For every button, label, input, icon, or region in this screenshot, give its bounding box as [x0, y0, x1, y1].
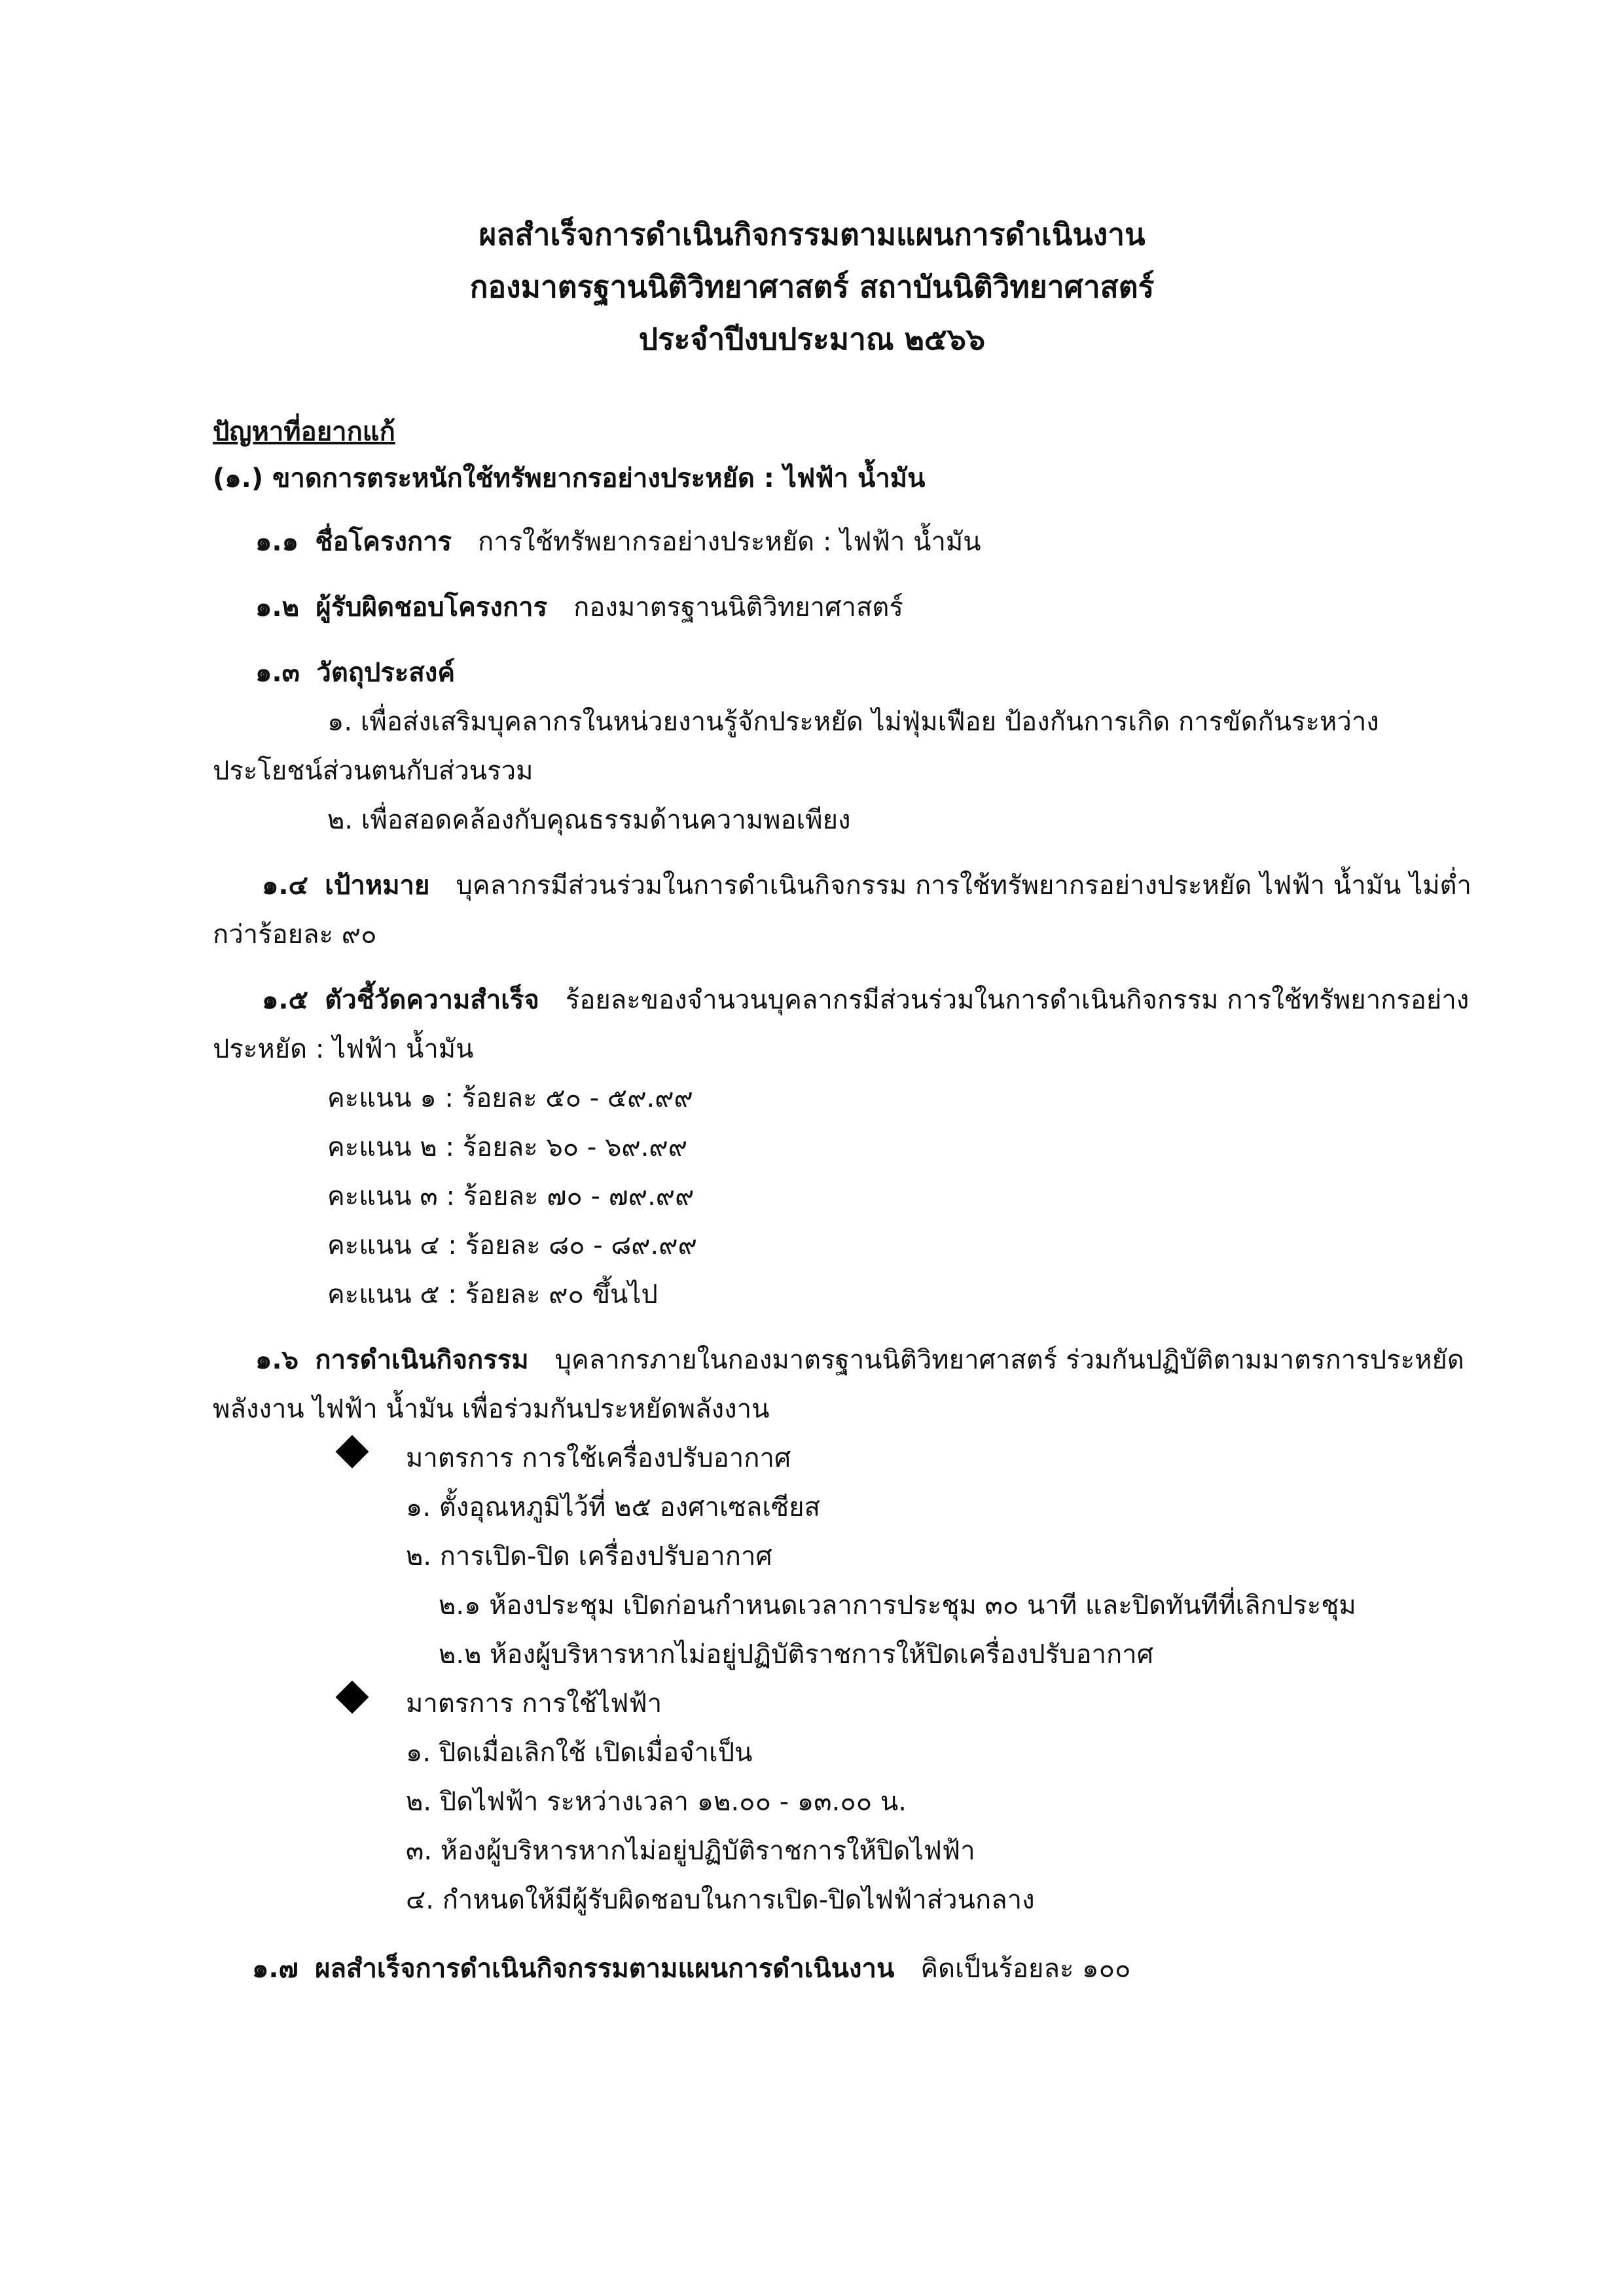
section-value: กองมาตรฐานนิติวิทยาศาสตร์ — [573, 592, 903, 622]
measure-item: ๑. ปิดเมื่อเลิกใช้ เปิดเมื่อจำเป็น — [406, 1738, 753, 1768]
doc-title-line3: ประจำปีงบประมาณ ๒๕๖๖ — [638, 321, 986, 357]
section-number: ๑.๒ — [255, 592, 299, 622]
section-value: คิดเป็นร้อยละ ๑๐๐ — [920, 1954, 1131, 1984]
problem-item: (๑.) ขาดการตระหนักใช้ทรัพยากรอย่างประหยัด : ไฟฟ้า น้ำมัน — [213, 463, 926, 493]
diamond-bullet-icon — [336, 1681, 369, 1714]
section-1-7 — [252, 1950, 1130, 1987]
section-number: ๑.๕ — [262, 985, 308, 1015]
doc-title-line2: กองมาตรฐานนิติวิทยาศาสตร์ สถาบันนิติวิทยาศาสตร์ — [469, 269, 1155, 304]
objective-2: ๒. เพื่อสอดคล้องกับคุณธรรมด้านความพอเพียง — [327, 805, 851, 835]
diamond-bullet-icon — [336, 1435, 369, 1469]
section-1-6-cont: พลังงาน ไฟฟ้า น้ำมัน เพื่อร่วมกันประหยัดพลังงาน — [213, 1394, 770, 1424]
section-1-2 — [255, 589, 903, 626]
section-label: ตัวชี้วัดความสำเร็จ — [325, 985, 539, 1015]
section-1-5 — [262, 982, 1469, 1018]
section-1-4-cont: กว่าร้อยละ ๙๐ — [213, 920, 377, 950]
score-item: คะแนน ๒ : ร้อยละ ๖๐ - ๖๙.๙๙ — [327, 1132, 688, 1162]
section-label: การดำเนินกิจกรรม — [315, 1345, 529, 1375]
measure-item: ๓. ห้องผู้บริหารหากไม่อยู่ปฏิบัติราชการให้ปิดไฟฟ้า — [406, 1836, 975, 1866]
section-1-1 — [255, 524, 981, 560]
score-item: คะแนน ๓ : ร้อยละ ๗๐ - ๗๙.๙๙ — [327, 1181, 695, 1211]
measure-subitem: ๒.๒ ห้องผู้บริหารหากไม่อยู่ปฏิบัติราชการให้ปิดเครื่องปรับอากาศ — [439, 1640, 1154, 1670]
section-value: บุคลากรภายในกองมาตรฐานนิติวิทยาศาสตร์ ร่วมกันปฏิบัติตามมาตรการประหยัด — [554, 1345, 1464, 1375]
section-1-3 — [255, 655, 455, 691]
section-number: ๑.๓ — [255, 658, 300, 688]
measure-item: ๑. ตั้งอุณหภูมิไว้ที่ ๒๕ องศาเซลเซียส — [406, 1492, 820, 1522]
score-item: คะแนน ๔ : ร้อยละ ๘๐ - ๘๙.๙๙ — [327, 1230, 697, 1261]
section-label: ชื่อโครงการ — [315, 527, 452, 557]
section-1-6 — [255, 1342, 1464, 1378]
measure-electricity-title: มาตรการ การใช้ไฟฟ้า — [406, 1689, 662, 1719]
problem-heading: ปัญหาที่อยากแก้ — [213, 417, 395, 447]
section-value: บุคลากรมีส่วนร่วมในการดำเนินกิจกรรม การใช้ทรัพยากรอย่างประหยัด ไฟฟ้า น้ำมัน ไม่ต่ำ — [456, 870, 1471, 901]
section-number: ๑.๗ — [252, 1954, 298, 1984]
section-label: ผู้รับผิดชอบโครงการ — [316, 592, 548, 622]
objective-1-line1: ๑. เพื่อส่งเสริมบุคลากรในหน่วยงานรู้จักประหยัด ไม่ฟุ่มเฟือย ป้องกันการเกิด การขัดกันระหว่าง — [327, 707, 1379, 737]
objective-1-line2: ประโยชน์ส่วนตนกับส่วนรวม — [213, 756, 533, 786]
measure-item: ๒. ปิดไฟฟ้า ระหว่างเวลา ๑๒.๐๐ - ๑๓.๐๐ น. — [406, 1787, 907, 1817]
score-item: คะแนน ๑ : ร้อยละ ๕๐ - ๕๙.๙๙ — [327, 1083, 693, 1113]
measure-item: ๒. การเปิด-ปิด เครื่องปรับอากาศ — [406, 1541, 772, 1571]
section-label: เป้าหมาย — [325, 870, 430, 901]
section-label: ผลสำเร็จการดำเนินกิจกรรมตามแผนการดำเนินงาน — [315, 1954, 895, 1984]
section-1-5-cont: ประหยัด : ไฟฟ้า น้ำมัน — [213, 1034, 474, 1064]
section-number: ๑.๑ — [255, 527, 298, 557]
measure-aircon-title: มาตรการ การใช้เครื่องปรับอากาศ — [406, 1443, 791, 1473]
section-1-4 — [262, 867, 1471, 904]
measure-subitem: ๒.๑ ห้องประชุม เปิดก่อนกำหนดเวลาการประชุม ๓๐ นาที และปิดทันทีที่เลิกประชุม — [439, 1590, 1356, 1621]
section-value: ร้อยละของจำนวนบุคลากรมีส่วนร่วมในการดำเนินกิจกรรม การใช้ทรัพยากรอย่าง — [565, 985, 1470, 1015]
section-value: การใช้ทรัพยากรอย่างประหยัด : ไฟฟ้า น้ำมัน — [478, 527, 981, 557]
section-number: ๑.๖ — [255, 1345, 298, 1375]
score-item: คะแนน ๕ : ร้อยละ ๙๐ ขึ้นไป — [327, 1280, 658, 1310]
measure-item: ๔. กำหนดให้มีผู้รับผิดชอบในการเปิด-ปิดไฟฟ้าส่วนกลาง — [406, 1885, 1035, 1915]
doc-title-line1: ผลสำเร็จการดำเนินกิจกรรมตามแผนการดำเนินงาน — [478, 217, 1146, 252]
section-label: วัตถุประสงค์ — [316, 658, 456, 688]
section-number: ๑.๔ — [262, 870, 308, 901]
